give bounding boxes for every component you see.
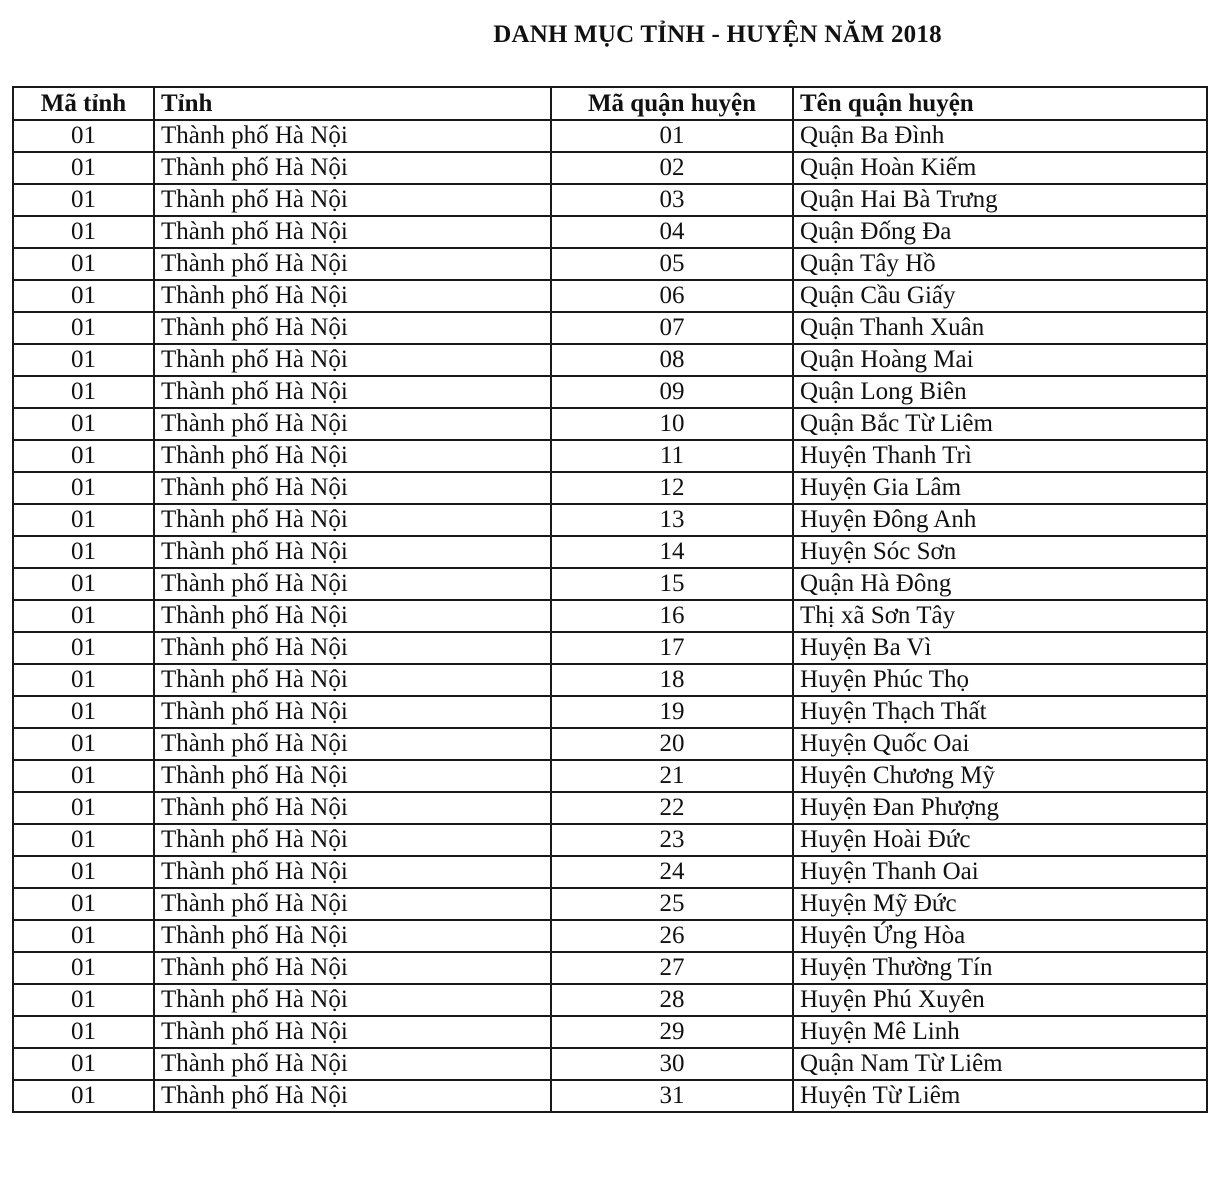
province-code-cell: 01 [13,120,154,152]
table-row [13,536,1207,568]
district-code-cell: 22 [551,792,793,824]
district-name-cell: Quận Hoàng Mai [793,344,1207,376]
province-cell: Thành phố Hà Nội [154,792,551,824]
district-code-cell: 09 [551,376,793,408]
district-name-cell: Quận Nam Từ Liêm [793,1048,1207,1080]
district-code-cell: 11 [551,440,793,472]
province-cell: Thành phố Hà Nội [154,440,551,472]
table-row [13,792,1207,824]
table-row [13,984,1207,1016]
province-code-cell: 01 [13,568,154,600]
district-code-cell: 15 [551,568,793,600]
table-body [13,120,1207,1112]
district-name-cell: Huyện Ba Vì [793,632,1207,664]
province-code-cell: 01 [13,632,154,664]
district-code-cell: 02 [551,152,793,184]
table-row [13,472,1207,504]
district-name-cell: Huyện Đan Phượng [793,792,1207,824]
province-code-cell: 01 [13,600,154,632]
table-row [13,248,1207,280]
province-cell: Thành phố Hà Nội [154,664,551,696]
district-code-cell: 08 [551,344,793,376]
header-province: Tỉnh [154,87,551,120]
table-row [13,664,1207,696]
province-code-cell: 01 [13,920,154,952]
header-province-code: Mã tỉnh [13,87,154,120]
table-row [13,632,1207,664]
province-code-cell: 01 [13,792,154,824]
province-code-cell: 01 [13,440,154,472]
district-name-cell: Huyện Thường Tín [793,952,1207,984]
province-code-cell: 01 [13,984,154,1016]
district-name-cell: Huyện Thanh Oai [793,856,1207,888]
table-row [13,408,1207,440]
province-cell: Thành phố Hà Nội [154,472,551,504]
province-cell: Thành phố Hà Nội [154,216,551,248]
province-code-cell: 01 [13,312,154,344]
district-code-cell: 17 [551,632,793,664]
province-code-cell: 01 [13,888,154,920]
district-table [12,86,1208,1113]
district-name-cell: Huyện Thạch Thất [793,696,1207,728]
province-cell: Thành phố Hà Nội [154,344,551,376]
table-row [13,120,1207,152]
table-row [13,568,1207,600]
table-row [13,504,1207,536]
province-cell: Thành phố Hà Nội [154,984,551,1016]
province-code-cell: 01 [13,728,154,760]
table-row [13,344,1207,376]
district-name-cell: Quận Hà Đông [793,568,1207,600]
province-cell: Thành phố Hà Nội [154,280,551,312]
province-code-cell: 01 [13,760,154,792]
district-code-cell: 29 [551,1016,793,1048]
province-cell: Thành phố Hà Nội [154,952,551,984]
province-cell: Thành phố Hà Nội [154,152,551,184]
district-name-cell: Huyện Gia Lâm [793,472,1207,504]
province-cell: Thành phố Hà Nội [154,760,551,792]
province-cell: Thành phố Hà Nội [154,600,551,632]
province-code-cell: 01 [13,344,154,376]
province-cell: Thành phố Hà Nội [154,1016,551,1048]
province-cell: Thành phố Hà Nội [154,568,551,600]
province-cell: Thành phố Hà Nội [154,408,551,440]
district-name-cell: Huyện Quốc Oai [793,728,1207,760]
table-row [13,376,1207,408]
district-code-cell: 01 [551,120,793,152]
table-row [13,728,1207,760]
district-code-cell: 30 [551,1048,793,1080]
province-cell: Thành phố Hà Nội [154,920,551,952]
province-code-cell: 01 [13,696,154,728]
table-row [13,856,1207,888]
province-code-cell: 01 [13,856,154,888]
province-cell: Thành phố Hà Nội [154,856,551,888]
table-row [13,312,1207,344]
table-row [13,952,1207,984]
district-code-cell: 27 [551,952,793,984]
district-name-cell: Huyện Sóc Sơn [793,536,1207,568]
district-name-cell: Huyện Mỹ Đức [793,888,1207,920]
district-name-cell: Quận Cầu Giấy [793,280,1207,312]
district-code-cell: 26 [551,920,793,952]
province-code-cell: 01 [13,536,154,568]
province-cell: Thành phố Hà Nội [154,824,551,856]
table-row [13,184,1207,216]
district-code-cell: 19 [551,696,793,728]
table-row [13,600,1207,632]
district-name-cell: Huyện Từ Liêm [793,1080,1207,1112]
table-row [13,1048,1207,1080]
province-cell: Thành phố Hà Nội [154,632,551,664]
province-cell: Thành phố Hà Nội [154,728,551,760]
province-cell: Thành phố Hà Nội [154,1048,551,1080]
district-name-cell: Quận Ba Đình [793,120,1207,152]
district-name-cell: Huyện Chương Mỹ [793,760,1207,792]
district-name-cell: Huyện Ứng Hòa [793,920,1207,952]
province-code-cell: 01 [13,504,154,536]
province-cell: Thành phố Hà Nội [154,312,551,344]
document-title: DANH MỤC TỈNH - HUYỆN NĂM 2018 [493,21,942,48]
province-code-cell: 01 [13,184,154,216]
district-code-cell: 23 [551,824,793,856]
province-cell: Thành phố Hà Nội [154,504,551,536]
province-cell: Thành phố Hà Nội [154,120,551,152]
district-code-cell: 06 [551,280,793,312]
province-code-cell: 01 [13,664,154,696]
district-code-cell: 03 [551,184,793,216]
district-code-cell: 14 [551,536,793,568]
province-code-cell: 01 [13,248,154,280]
province-code-cell: 01 [13,1080,154,1112]
province-cell: Thành phố Hà Nội [154,184,551,216]
district-code-cell: 28 [551,984,793,1016]
table-row [13,824,1207,856]
table-row [13,216,1207,248]
district-name-cell: Quận Đống Đa [793,216,1207,248]
province-code-cell: 01 [13,1048,154,1080]
district-name-cell: Huyện Đông Anh [793,504,1207,536]
province-cell: Thành phố Hà Nội [154,248,551,280]
province-cell: Thành phố Hà Nội [154,376,551,408]
district-name-cell: Thị xã Sơn Tây [793,600,1207,632]
table-row [13,920,1207,952]
province-code-cell: 01 [13,824,154,856]
province-code-cell: 01 [13,216,154,248]
province-code-cell: 01 [13,1016,154,1048]
district-code-cell: 18 [551,664,793,696]
district-name-cell: Huyện Phú Xuyên [793,984,1207,1016]
province-code-cell: 01 [13,408,154,440]
table-row [13,152,1207,184]
district-code-cell: 04 [551,216,793,248]
district-name-cell: Huyện Phúc Thọ [793,664,1207,696]
district-name-cell: Quận Hoàn Kiếm [793,152,1207,184]
district-code-cell: 12 [551,472,793,504]
province-code-cell: 01 [13,152,154,184]
province-code-cell: 01 [13,952,154,984]
province-cell: Thành phố Hà Nội [154,696,551,728]
table-row [13,440,1207,472]
district-code-cell: 07 [551,312,793,344]
table-row [13,1080,1207,1112]
district-name-cell: Quận Long Biên [793,376,1207,408]
district-name-cell: Quận Hai Bà Trưng [793,184,1207,216]
province-code-cell: 01 [13,280,154,312]
district-name-cell: Quận Tây Hồ [793,248,1207,280]
table-row [13,888,1207,920]
district-code-cell: 24 [551,856,793,888]
header-district-name: Tên quận huyện [793,87,1207,120]
district-code-cell: 21 [551,760,793,792]
table-row [13,760,1207,792]
table-row [13,1016,1207,1048]
district-name-cell: Quận Thanh Xuân [793,312,1207,344]
district-code-cell: 10 [551,408,793,440]
header-district-code: Mã quận huyện [551,87,793,120]
district-code-cell: 31 [551,1080,793,1112]
province-cell: Thành phố Hà Nội [154,536,551,568]
table-row [13,696,1207,728]
province-code-cell: 01 [13,472,154,504]
province-cell: Thành phố Hà Nội [154,888,551,920]
table-header-row [13,87,1207,120]
district-name-cell: Huyện Thanh Trì [793,440,1207,472]
table-row [13,280,1207,312]
district-code-cell: 13 [551,504,793,536]
district-code-cell: 05 [551,248,793,280]
district-name-cell: Quận Bắc Từ Liêm [793,408,1207,440]
district-name-cell: Huyện Mê Linh [793,1016,1207,1048]
province-code-cell: 01 [13,376,154,408]
district-code-cell: 25 [551,888,793,920]
district-code-cell: 20 [551,728,793,760]
district-code-cell: 16 [551,600,793,632]
district-name-cell: Huyện Hoài Đức [793,824,1207,856]
province-cell: Thành phố Hà Nội [154,1080,551,1112]
